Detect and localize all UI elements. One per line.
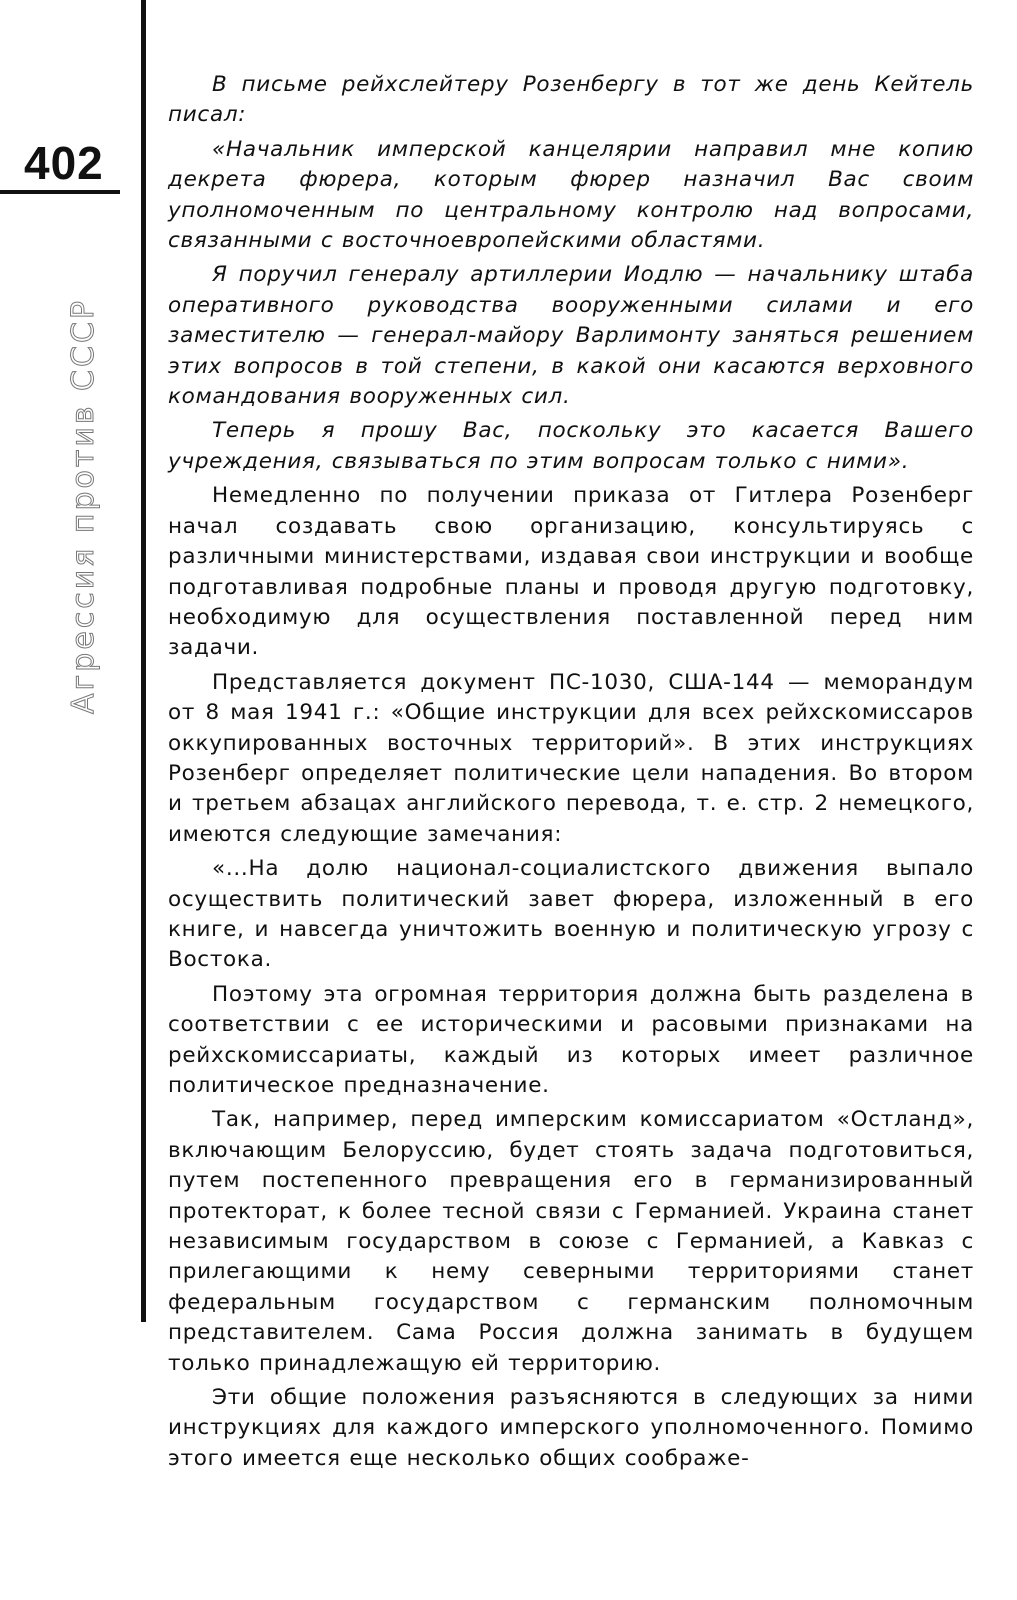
paragraph: Эти общие положения разъясняются в следующих за ними инструкциях для каждого имперского уполномоченного. Помимо этого имеется еще несколько общих соображе- [168, 1385, 974, 1471]
paragraph: Теперь я прошу Вас, поскольку это касается Вашего учреждения, связываться по этим вопросам только с ними». [168, 418, 974, 474]
page-number: 402 [24, 137, 104, 189]
paragraph: Я поручил генералу артиллерии Иодлю — начальнику штаба оперативного руководства вооруженными силами и его заместителю — генерал-майору Варлимонту заняться решением этих вопросов в той степени, в какой они касаются верховного командования вооруженных сил. [168, 262, 974, 410]
body-text [168, 70, 974, 1478]
quote-paragraph: Поэтому эта огромная территория должна быть разделена в соответствии с ее историческими и расовыми признаками на рейхскомиссариаты, каждый из которых имеет различное политическое предназначение. [168, 981, 974, 1098]
running-title: Агрессия против СССР [66, 298, 101, 714]
paragraph: Представляется документ ПС-1030, США-144 — меморандум от 8 мая 1941 г.: «Общие инструкции для всех рейхскомиссаров оккупированных восточных территорий». В этих инструкциях Розенберг определяет политические цели нападения. Во втором и третьем абзацах английского перевода, т. е. стр. 2 немецкого, имеются следующие замечания: [168, 669, 974, 847]
paragraph: В письме рейхслейтеру Розенбергу в тот же день Кейтель писал: [168, 72, 974, 128]
paragraph: «Начальник имперской канцелярии направил мне копию декрета фюрера, которым фюрер назначил Вас своим уполномоченным по центральному контролю над вопросами, связанными с восточноевропейскими областями. [168, 136, 974, 254]
page-number-rule [0, 190, 120, 194]
quote-paragraph: Так, например, перед имперским комиссариатом «Остланд», включающим Белоруссию, будет стоять задача подготовиться, путем постепенного превращения его в германизированный протекторат, к более тесной связи с Германией. Украина станет независимым государством в союзе с Германией, а Кавказ с прилегающими к нему северными территориями станет федеральным государством с германским полномочным представителем. Сама Россия должна занимать в будущем только принадлежащую ей территорию. [168, 1107, 974, 1376]
margin-rule [141, 0, 146, 1322]
quote-paragraph: «...На долю национал-социалистского движения выпало осуществить политический завет фюрера, изложенный в его книге, и навсегда уничтожить военную и политическую угрозу с Востока. [168, 856, 974, 973]
paragraph: Немедленно по получении приказа от Гитлера Розенберг начал создавать свою организацию, консультируясь с различными министерствами, издавая свои инструкции и вообще подготавливая подробные планы и проводя другую подготовку, необходимую для осуществления поставленной перед ним задачи. [168, 483, 974, 661]
